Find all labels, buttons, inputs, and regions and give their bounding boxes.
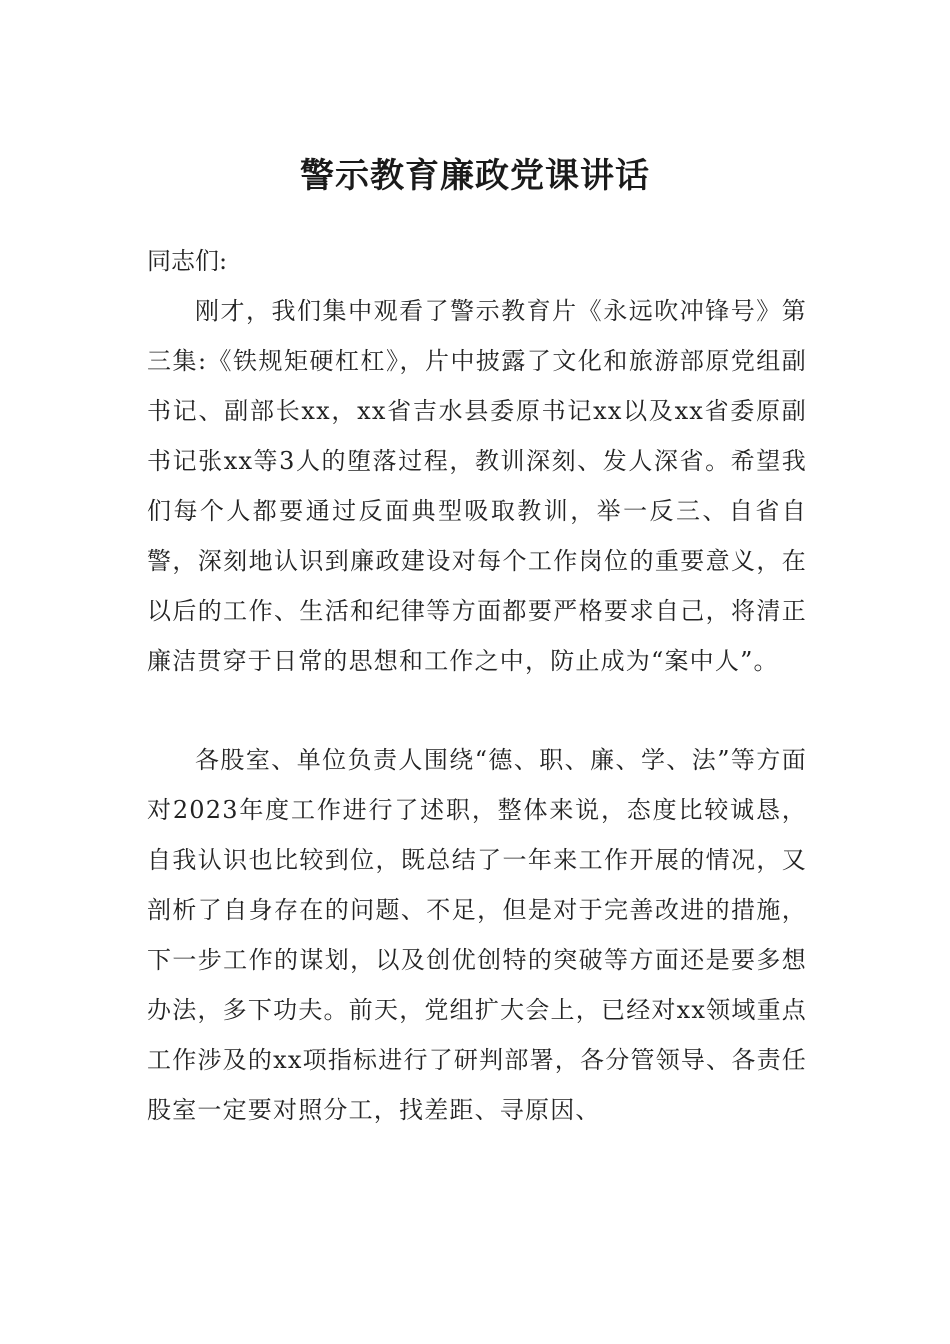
paragraph-2: 各股室、单位负责人围绕“德、职、廉、学、法”等方面对2023年度工作进行了述职，整体来说，态度比较诚恳，自我认识也比较到位，既总结了一年来工作开展的情况，又剖析了自身存在的问题、不足，但是对于完善改进的措施，下一步工作的谋划，以及创优创特的突破等方面还是要多想办法，多下功夫。前天，党组扩大会上，已经对xx领域重点工作涉及的xx项指标进行了研判部署，各分管领导、各责任股室一定要对照分工，找差距、寻原因、 [147, 746, 807, 1124]
paragraph-1: 刚才，我们集中观看了警示教育片《永远吹冲锋号》第三集:《铁规矩硬杠杠》，片中披露了文化和旅游部原党组副书记、副部长xx，xx省吉水县委原书记xx以及xx省委原副书记张xx等3人的堕落过程，教训深刻、发人深省。希望我们每个人都要通过反面典型吸取教训，举一反三、自省自警，深刻地认识到廉政建设对每个工作岗位的重要意义，在以后的工作、生活和纪律等方面都要严格要求自己，将清正廉洁贯穿于日常的思想和工作之中，防止成为“案中人”。 [147, 297, 807, 675]
document-title: 警示教育廉政党课讲话 [300, 156, 650, 196]
salutation: 同志们: [147, 247, 228, 275]
